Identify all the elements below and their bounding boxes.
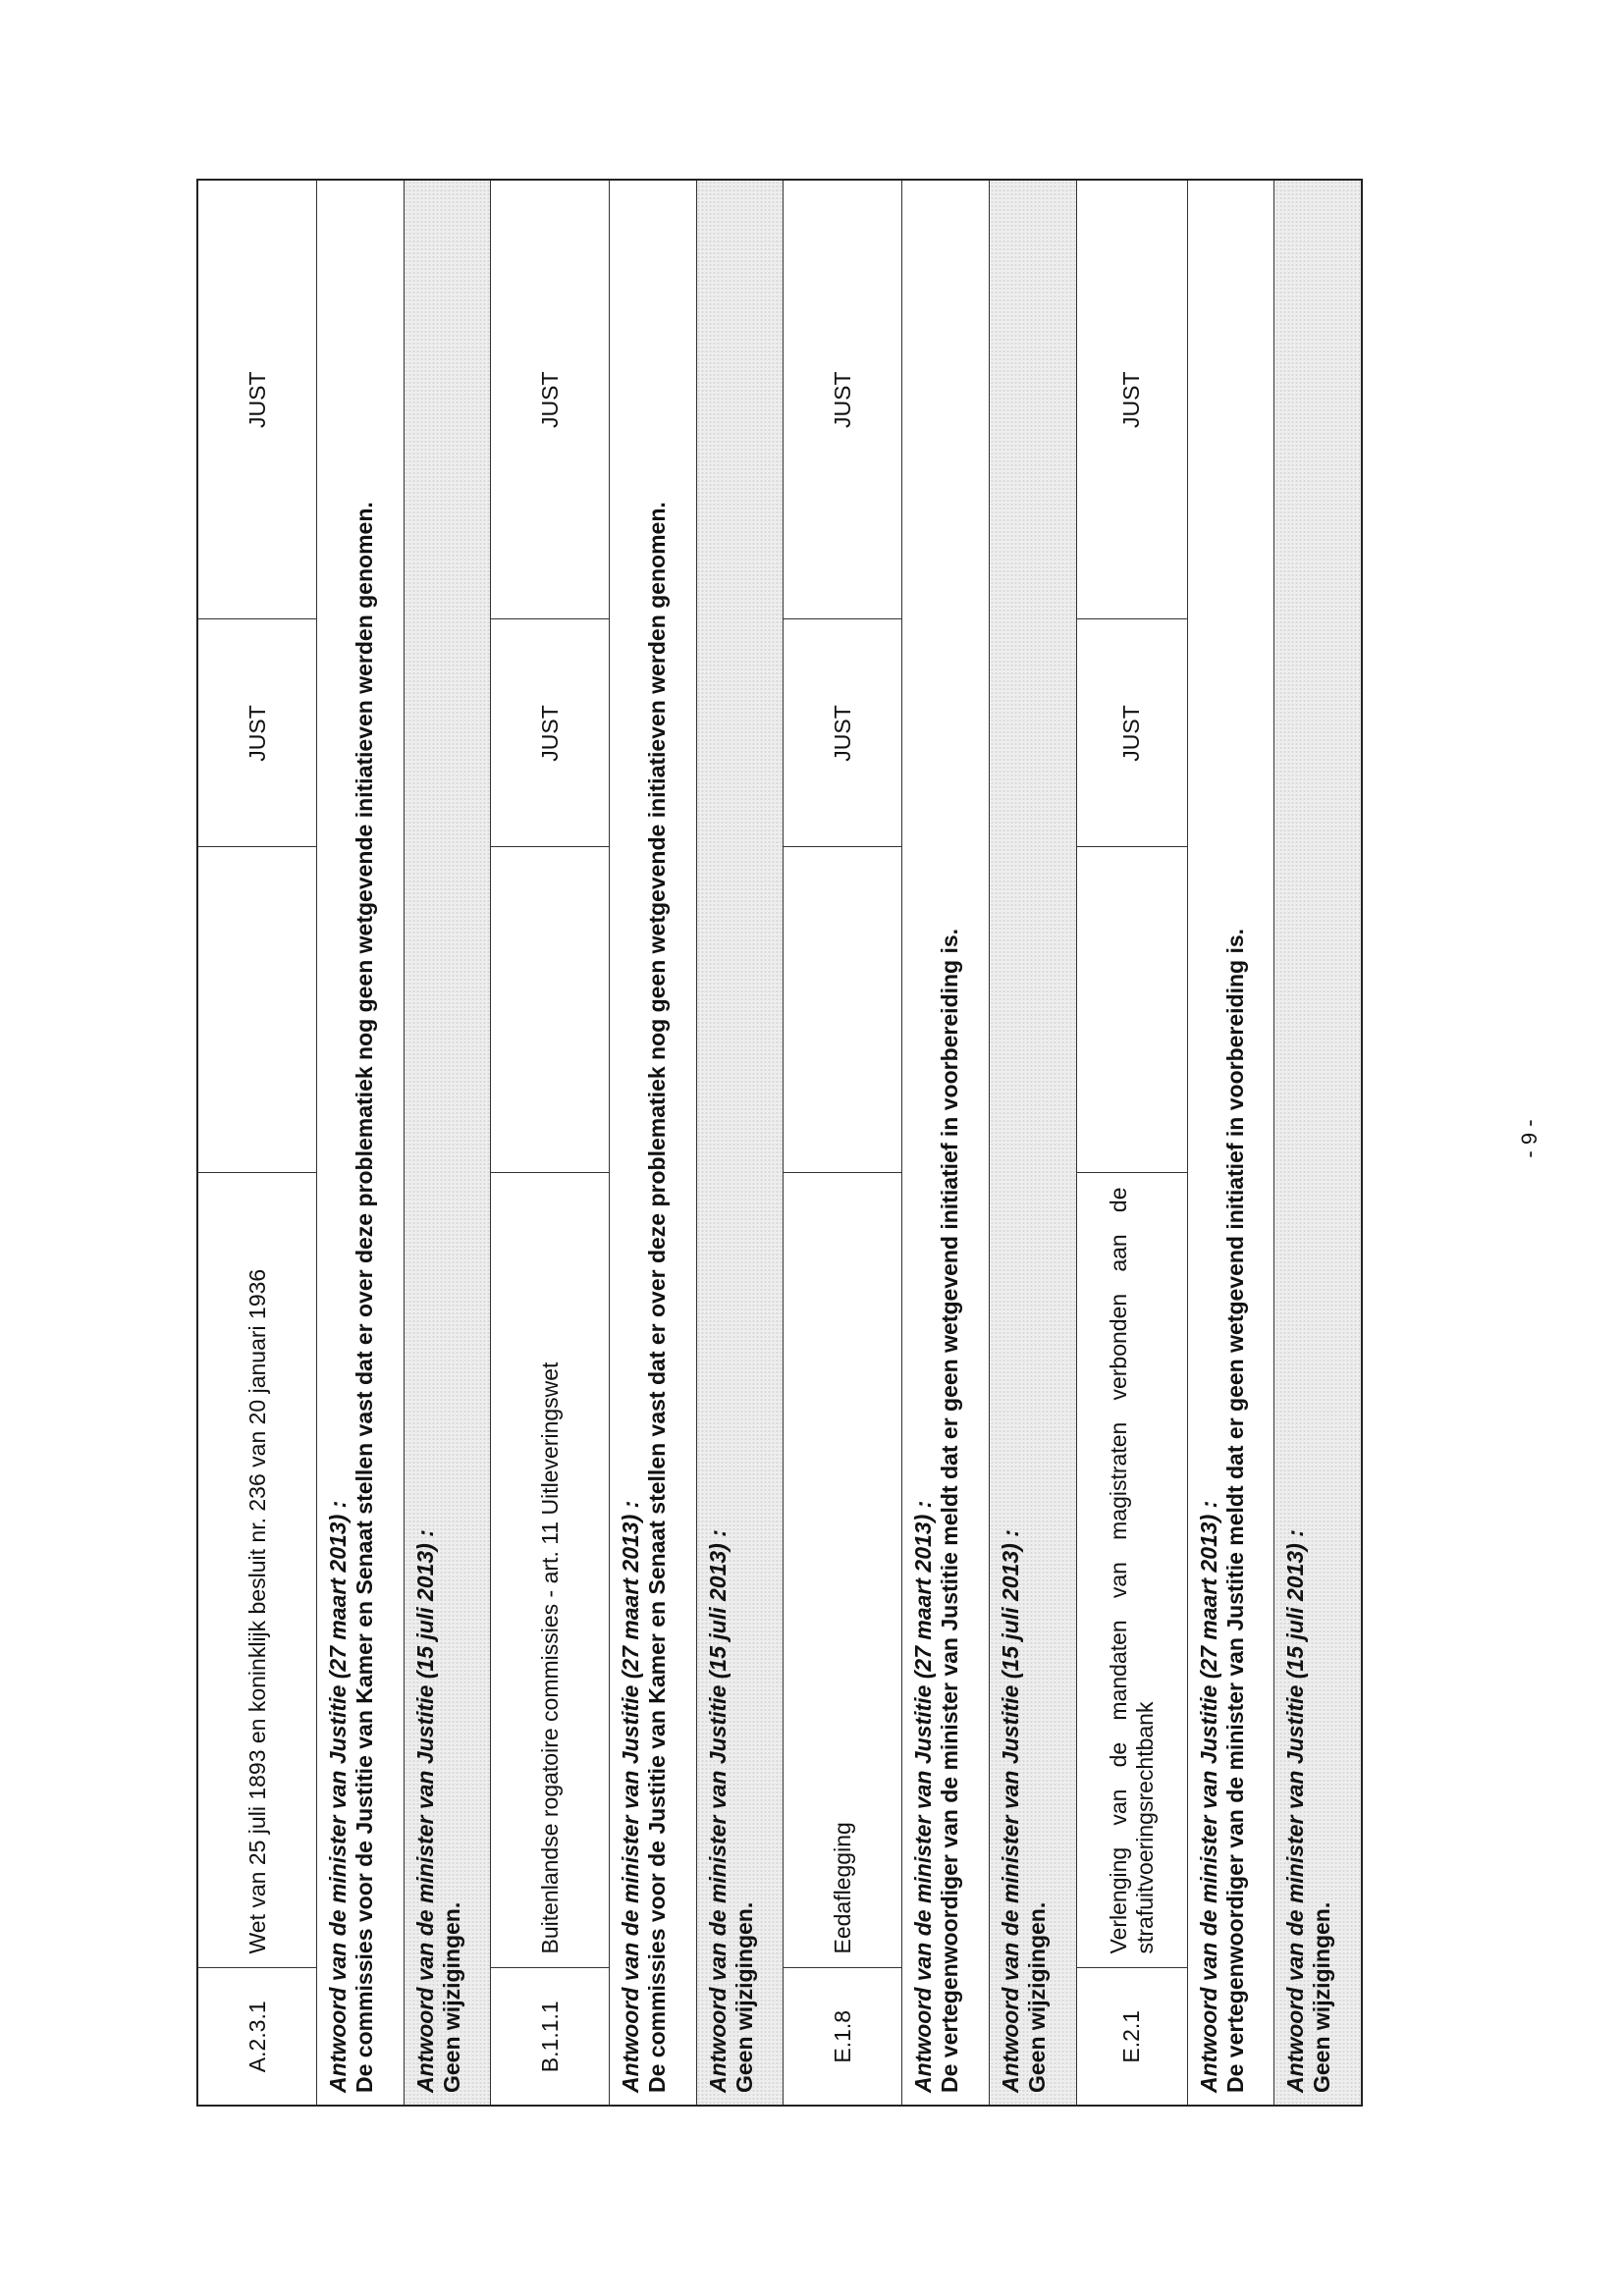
table-row <box>1187 180 1274 2106</box>
answer-text: Geen wijzigingen. <box>1309 1901 1335 2093</box>
answer-cell <box>696 180 784 2106</box>
table-row <box>1274 180 1362 2106</box>
table-row <box>197 180 317 2106</box>
page-number: - 9 - <box>1517 1119 1542 1158</box>
answer-cell <box>902 180 990 2106</box>
table-row <box>610 180 697 2106</box>
item-department: JUST <box>491 619 610 847</box>
table-row <box>696 180 784 2106</box>
answer-heading: Antwoord van de minister van Justitie (15 juli 2013) : <box>704 1529 731 2093</box>
table-row <box>317 180 405 2106</box>
item-department: JUST <box>1076 619 1187 847</box>
answer-text: De commissies voor de Justitie van Kamer en Senaat stellen vast dat er over deze problematiek nog geen wetgevende initiatieven werden genomen. <box>644 502 671 2093</box>
answer-text: De commissies voor de Justitie van Kamer en Senaat stellen vast dat er over deze problematiek nog geen wetgevende initiatieven werden genomen. <box>352 502 377 2093</box>
item-description <box>1076 1173 1187 1968</box>
table-row <box>404 180 491 2106</box>
answer-heading: Antwoord van de minister van Justitie (15 juli 2013) : <box>411 1529 438 2093</box>
table-row <box>990 180 1077 2106</box>
item-department: JUST <box>197 180 317 619</box>
item-empty-cell <box>197 847 317 1173</box>
answer-cell <box>1187 180 1274 2106</box>
item-code: E.1.8 <box>784 1968 902 2106</box>
item-empty-cell <box>1076 847 1187 1173</box>
table-row <box>784 180 902 2106</box>
item-department: JUST <box>784 619 902 847</box>
item-description-line: strafuitvoeringsrechtbank <box>1131 1701 1158 1954</box>
answer-heading: Antwoord van de minister van Justitie (27 maart 2013) : <box>618 1500 644 2093</box>
rotated-page-content <box>196 181 1363 2107</box>
answer-text: Geen wijzigingen. <box>731 1901 757 2093</box>
answer-heading: Antwoord van de minister van Justitie (27 maart 2013) : <box>325 1500 351 2093</box>
item-empty-cell <box>491 847 610 1173</box>
table-row <box>902 180 990 2106</box>
item-empty-cell <box>784 847 902 1173</box>
legislation-table <box>196 179 1363 2107</box>
item-code: A.2.3.1 <box>197 1968 317 2106</box>
answer-cell <box>404 180 491 2106</box>
answer-text: De vertegenwoordiger van de minister van Justitie meldt dat er geen wetgevend initiatief in voorbereiding is. <box>937 928 963 2093</box>
item-description-line: Verlenging van de mandaten van magistraten verbonden aan de <box>1105 1187 1131 1954</box>
item-code: B.1.1.1 <box>491 1968 610 2106</box>
answer-cell <box>990 180 1077 2106</box>
item-description: Buitenlandse rogatoire commissies - art. 11 Uitleveringswet <box>491 1173 610 1968</box>
table-row <box>491 180 610 2106</box>
item-department: JUST <box>1076 180 1187 619</box>
item-department: JUST <box>491 180 610 619</box>
item-code: E.2.1 <box>1076 1968 1187 2106</box>
answer-heading: Antwoord van de minister van Justitie (27 maart 2013) : <box>910 1500 937 2093</box>
item-description: Eedaflegging <box>784 1173 902 1968</box>
answer-text: De vertegenwoordiger van de minister van Justitie meldt dat er geen wetgevend initiatief in voorbereiding is. <box>1221 928 1248 2093</box>
item-department: JUST <box>197 619 317 847</box>
answer-heading: Antwoord van de minister van Justitie (15 juli 2013) : <box>1282 1529 1309 2093</box>
answer-cell <box>610 180 697 2106</box>
item-description: Wet van 25 juli 1893 en koninklijk besluit nr. 236 van 20 januari 1936 <box>197 1173 317 1968</box>
item-department: JUST <box>784 180 902 619</box>
answer-cell <box>317 180 405 2106</box>
answer-text: Geen wijzigingen. <box>438 1901 464 2093</box>
answer-cell <box>1274 180 1362 2106</box>
answer-text: Geen wijzigingen. <box>1024 1901 1051 2093</box>
answer-heading: Antwoord van de minister van Justitie (27 maart 2013) : <box>1195 1500 1221 2093</box>
answer-heading: Antwoord van de minister van Justitie (15 juli 2013) : <box>998 1529 1024 2093</box>
table-row <box>1076 180 1187 2106</box>
